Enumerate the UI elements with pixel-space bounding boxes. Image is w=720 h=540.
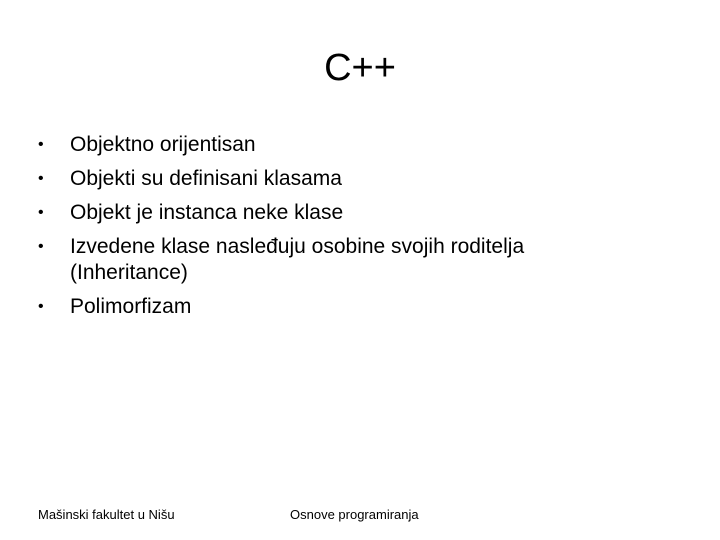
bullet-text: Objekti su definisani klasama	[70, 167, 342, 190]
bullet-marker: •	[38, 204, 44, 221]
footer-institution: Mašinski fakultet u Nišu	[38, 507, 175, 522]
bullet-text: Objekt je instanca neke klase	[70, 201, 344, 224]
bullet-item	[38, 132, 658, 158]
bullet-text: Polimorfizam	[70, 295, 192, 318]
bullet-list	[38, 132, 658, 328]
bullet-marker: •	[38, 238, 44, 255]
bullet-text: Izvedene klase nasleđuju osobine svojih roditelja (Inheritance)	[70, 235, 525, 284]
footer-course: Osnove programiranja	[290, 507, 419, 522]
bullet-item	[38, 294, 658, 320]
bullet-item	[38, 234, 658, 286]
bullet-item	[38, 200, 658, 226]
bullet-marker: •	[38, 170, 44, 187]
bullet-marker: •	[38, 298, 44, 315]
bullet-item	[38, 166, 658, 192]
bullet-text: Objektno orijentisan	[70, 133, 256, 156]
bullet-marker: •	[38, 136, 44, 153]
slide-title	[0, 44, 720, 92]
slide-title-text: C++	[324, 47, 396, 89]
